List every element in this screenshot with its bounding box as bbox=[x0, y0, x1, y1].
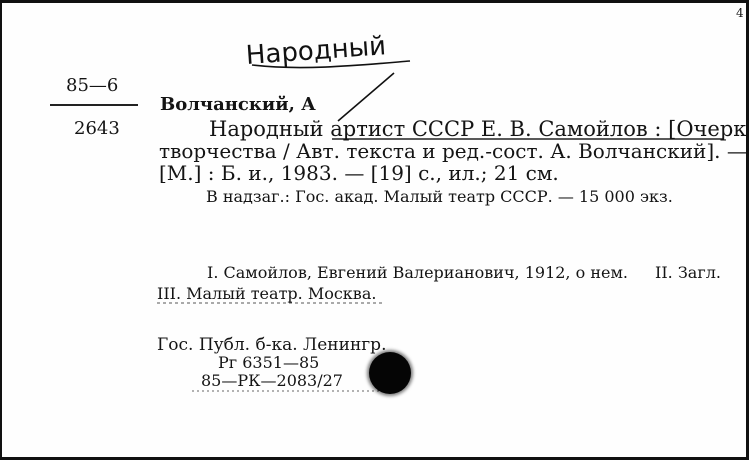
call-number-divider bbox=[50, 104, 138, 106]
handwritten-note: Народный bbox=[244, 31, 388, 71]
handwritten-underline bbox=[252, 61, 410, 68]
pencil-marks bbox=[2, 3, 746, 457]
shelf-number: Рг 6351—85 bbox=[218, 353, 320, 372]
author-heading: Волчанский, А bbox=[160, 94, 316, 115]
tracing-line-2: III. Малый театр. Москва. bbox=[157, 284, 377, 303]
title-line-3: [М.] : Б. и., 1983. — [19] с., ил.; 21 см. bbox=[159, 161, 559, 185]
record-number: 85—РК—2083/27 bbox=[201, 371, 343, 390]
corner-mark: 4 bbox=[736, 6, 744, 20]
title-line-1: Народный артист СССР Е. В. Самойлов : [Очерк bbox=[209, 117, 747, 141]
title-line-2: творчества / Авт. текста и ред.-сост. А. Волчанский]. — bbox=[159, 139, 747, 163]
tracing-line-1: I. Самойлов, Евгений Валерианович, 1912, о нем. bbox=[207, 263, 628, 282]
call-number-top: 85—6 bbox=[66, 75, 119, 96]
call-number-bottom: 2643 bbox=[74, 118, 120, 139]
library-source: Гос. Публ. б-ка. Ленингр. bbox=[157, 335, 387, 355]
pointer-stroke bbox=[338, 73, 394, 121]
tracing-line-1-tail: II. Загл. bbox=[655, 263, 721, 282]
series-note: В надзаг.: Гос. акад. Малый театр СССР. — 15 000 экз. bbox=[206, 187, 673, 206]
ink-blot bbox=[369, 352, 411, 394]
